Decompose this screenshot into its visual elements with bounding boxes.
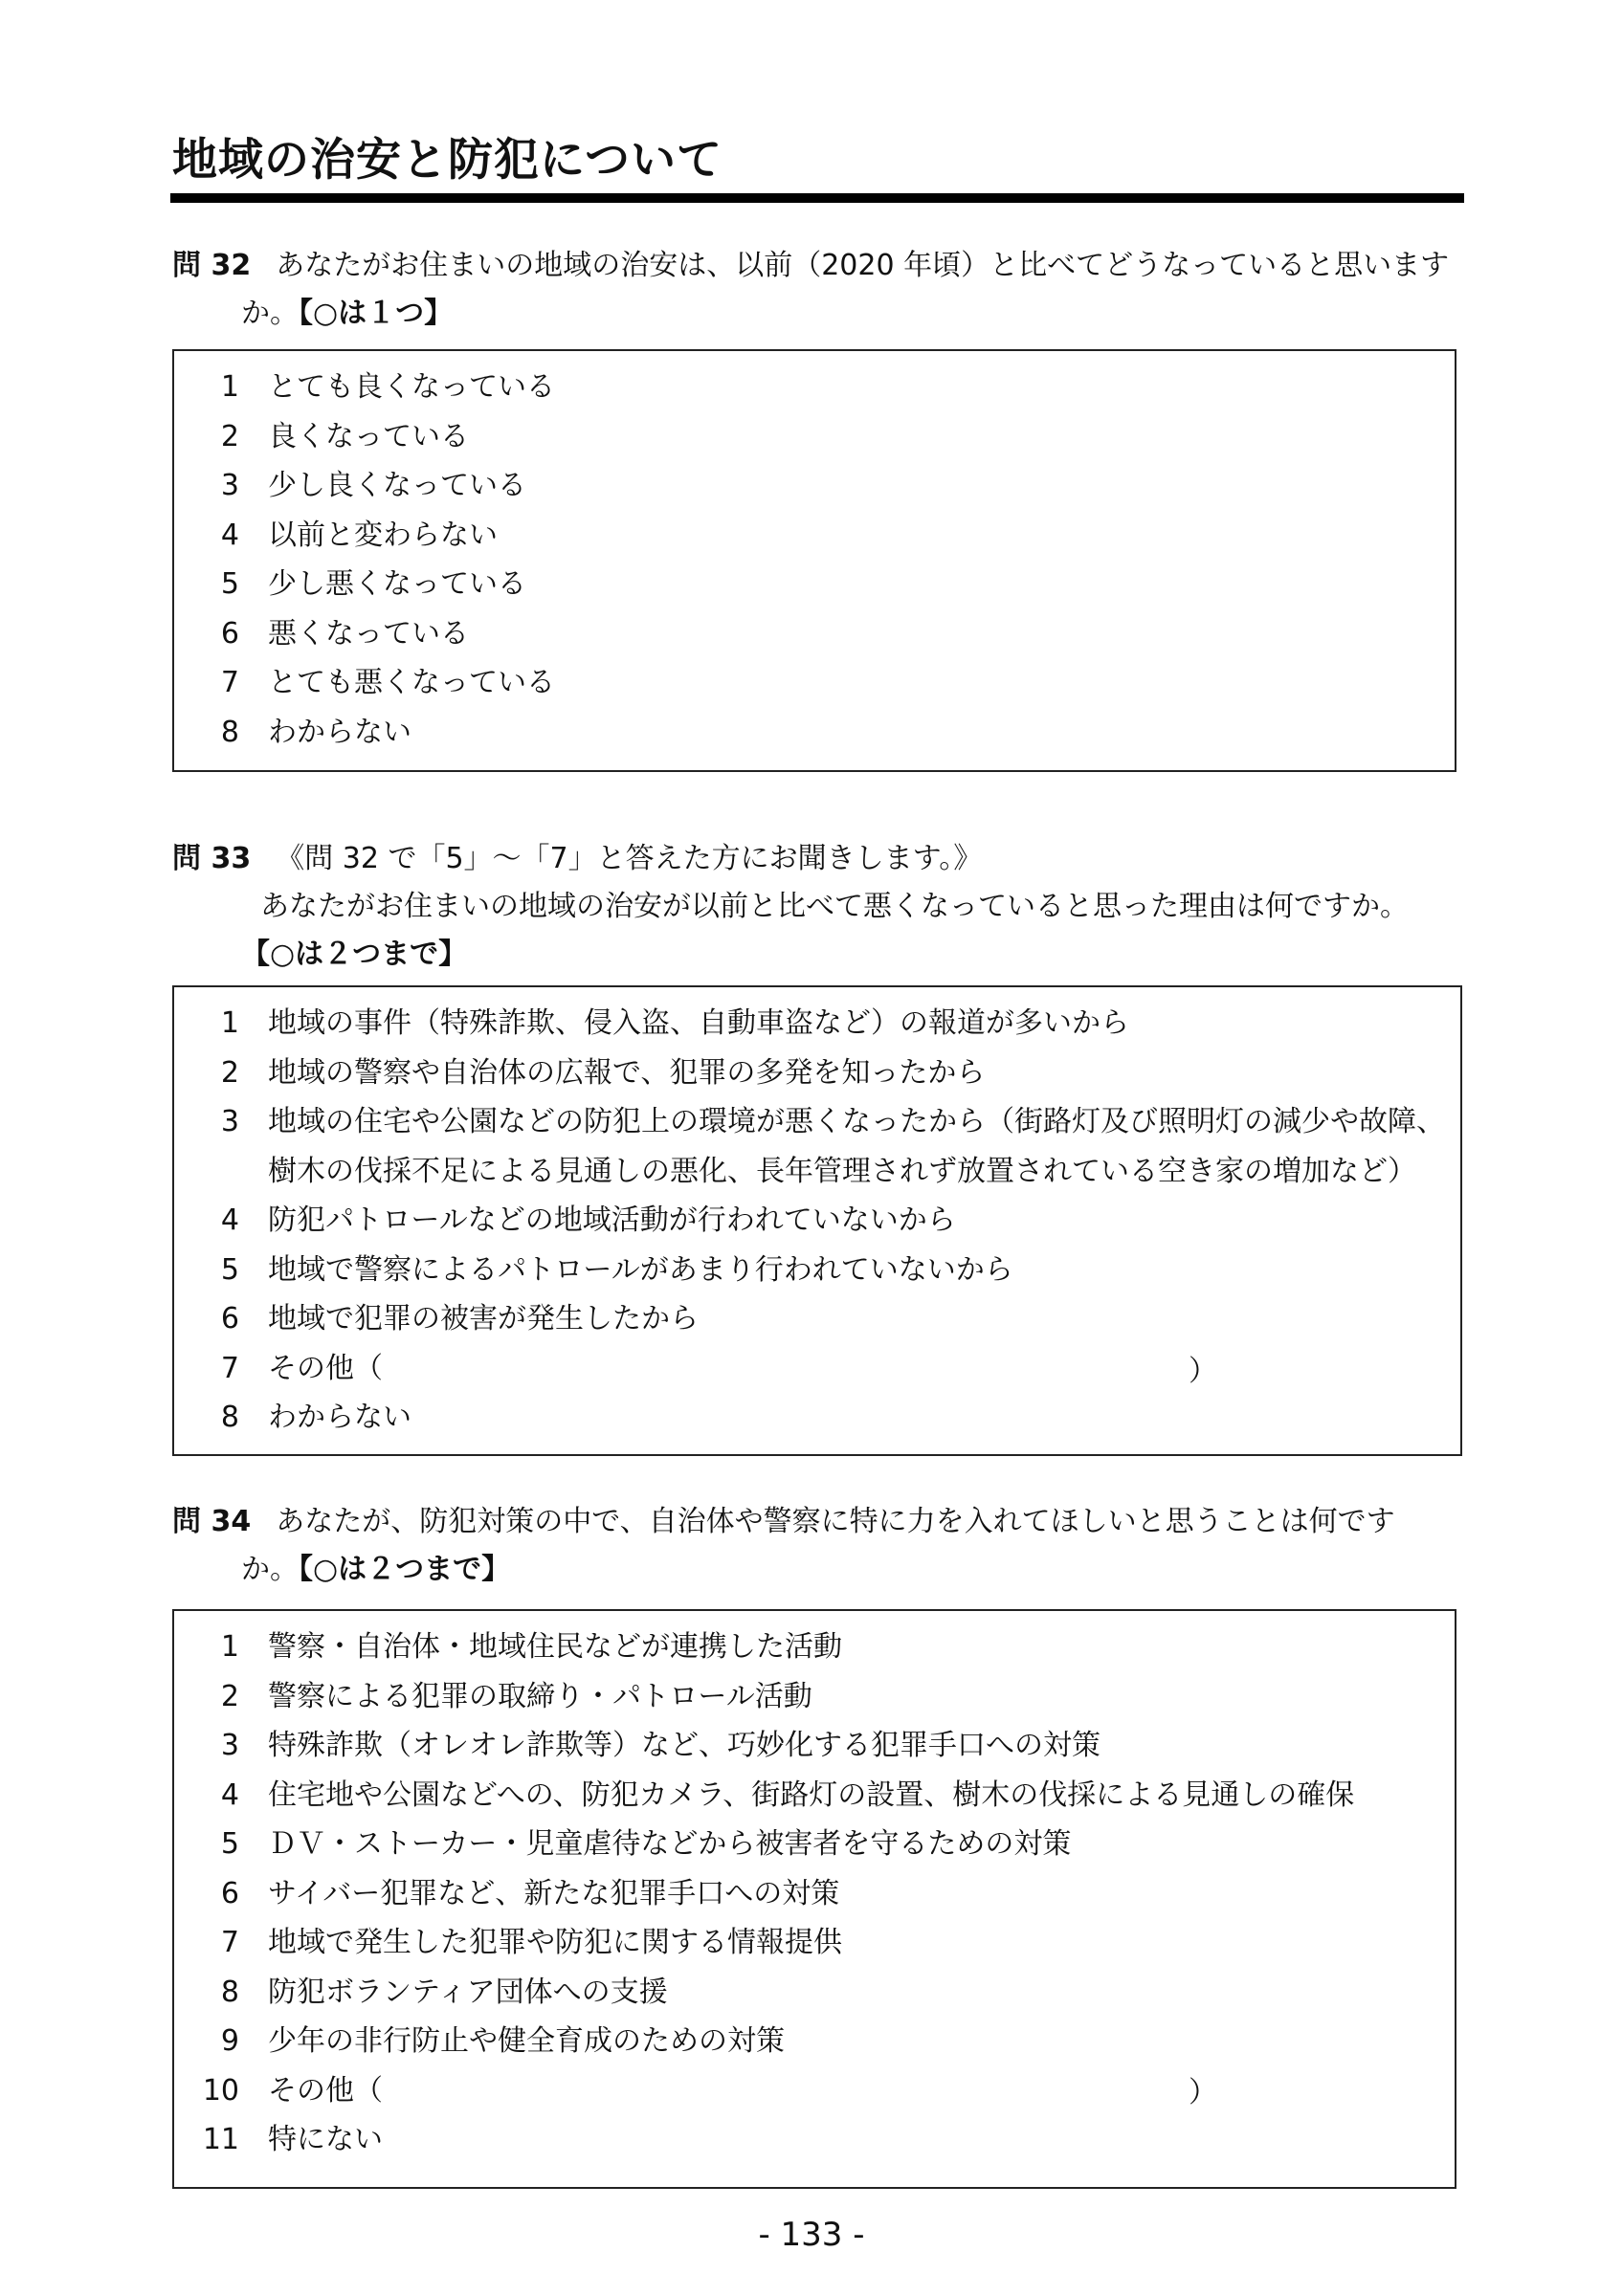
option-number: 3 xyxy=(220,469,239,502)
option-label: 地域の事件（特殊詐欺、侵入盗、自動車盗など）の報道が多いから xyxy=(268,1006,1129,1040)
option-item xyxy=(268,1153,1416,1191)
option-number: 5 xyxy=(220,567,239,601)
answer-instruction: 【○は１つ】 xyxy=(299,297,454,330)
section-title: 地域の治安と防犯について xyxy=(172,134,723,187)
option-item xyxy=(172,1350,383,1388)
option-label: 地域で犯罪の被害が発生したから xyxy=(268,1302,699,1336)
option-label: 防犯ボランティア団体への支援 xyxy=(268,1975,668,2009)
options-box-q32 xyxy=(172,349,1456,772)
option-item xyxy=(172,1004,1129,1043)
option-label: 防犯パトロールなどの地域活動が行われていないから xyxy=(268,1203,956,1237)
option-item xyxy=(172,1251,1013,1290)
option-label: 少し良くなっている xyxy=(268,469,526,502)
question-32 xyxy=(172,242,1474,338)
option-item xyxy=(172,1054,985,1093)
page-number: - 133 - xyxy=(758,2216,865,2254)
close-paren: ） xyxy=(1189,1355,1217,1388)
question-text-line2: か。 xyxy=(241,1553,299,1586)
option-label: わからない xyxy=(268,715,411,749)
option-number: 1 xyxy=(220,1006,239,1040)
option-number: 1 xyxy=(220,1630,239,1664)
option-item xyxy=(172,1300,699,1338)
option-label: 少し悪くなっている xyxy=(268,567,526,601)
option-number: 11 xyxy=(202,2123,239,2156)
option-item xyxy=(172,1628,842,1667)
option-label: 悪くなっている xyxy=(268,616,469,651)
question-text: あなたがお住まいの地域の治安が以前と比べて悪くなっていると思った理由は何ですか。 xyxy=(260,890,1409,923)
option-number: 5 xyxy=(220,1252,239,1287)
option-number: 8 xyxy=(220,715,239,749)
option-number: 6 xyxy=(220,616,239,651)
answer-instruction: 【○は２つまで】 xyxy=(299,1553,511,1586)
option-item xyxy=(172,2121,383,2159)
option-label: 住宅地や公園などへの、防犯カメラ、街路灯の設置、樹木の伐採による見通しの確保 xyxy=(268,1777,1355,1812)
title-rule xyxy=(170,193,1464,203)
option-label: 少年の非行防止や健全育成のための対策 xyxy=(268,2024,785,2058)
option-label: ＤＶ・ストーカー・児童虐待などから被害者を守るための対策 xyxy=(268,1827,1072,1861)
option-item xyxy=(172,517,498,555)
option-number: 5 xyxy=(220,1827,239,1861)
option-number: 4 xyxy=(220,518,239,552)
option-number: 9 xyxy=(220,2024,239,2058)
question-text-continued xyxy=(172,1546,1474,1594)
option-item xyxy=(172,1924,842,1962)
option-label: 特殊詐欺（オレオレ詐欺等）など、巧妙化する犯罪手口への対策 xyxy=(268,1729,1101,1762)
question-text: あなたが、防犯対策の中で、自治体や警察に特に力を入れてほしいと思うことは何です xyxy=(276,1505,1395,1538)
option-number: 8 xyxy=(220,1975,239,2009)
option-number: 2 xyxy=(220,419,239,453)
option-number: 7 xyxy=(220,1926,239,1959)
option-label: 以前と変わらない xyxy=(268,518,498,552)
option-item xyxy=(172,368,555,407)
question-text-continued xyxy=(172,290,1474,338)
option-label: わからない xyxy=(268,1401,411,1434)
option-label: 警察による犯罪の取締り・パトロール活動 xyxy=(268,1679,812,1713)
option-label: 良くなっている xyxy=(268,419,469,453)
question-number: 問 33 xyxy=(172,842,252,875)
answer-instruction: 【○は２つまで】 xyxy=(241,938,468,971)
option-item xyxy=(172,615,469,653)
option-label: その他（ xyxy=(268,1351,383,1385)
option-item xyxy=(172,1727,1101,1765)
option-label: 地域で警察によるパトロールがあまり行われていないから xyxy=(268,1252,1013,1287)
option-item xyxy=(172,1974,668,2012)
option-label: その他（ xyxy=(268,2073,383,2108)
option-item xyxy=(172,1202,956,1240)
question-text: あなたがお住まいの地域の治安は、以前（2020 年頃）と比べてどうなっていると思います xyxy=(276,249,1450,282)
option-item xyxy=(172,714,411,752)
option-number: 7 xyxy=(220,666,239,699)
option-item xyxy=(172,1825,1071,1864)
option-label: 地域の住宅や公園などの防犯上の環境が悪くなったから（街路灯及び照明灯の減少や故障、 xyxy=(268,1105,1445,1138)
option-item xyxy=(172,1678,812,1716)
option-label: 地域で発生した犯罪や防犯に関する情報提供 xyxy=(268,1926,842,1959)
option-item xyxy=(172,2072,383,2110)
question-34 xyxy=(172,1498,1474,1594)
question-number: 問 32 xyxy=(172,249,252,282)
close-paren: ） xyxy=(1189,2076,1217,2109)
option-item xyxy=(172,467,526,505)
option-label: 地域の警察や自治体の広報で、犯罪の多発を知ったから xyxy=(268,1055,986,1090)
question-condition: 《問 32 で「5」～「7」と答えた方にお聞きします。》 xyxy=(276,842,983,875)
option-number: 4 xyxy=(220,1777,239,1812)
question-number: 問 34 xyxy=(172,1505,252,1538)
option-number: 3 xyxy=(220,1105,239,1138)
option-number: 6 xyxy=(220,1302,239,1336)
option-label: とても良くなっている xyxy=(268,370,555,404)
option-item xyxy=(172,1777,1354,1815)
question-33 xyxy=(172,835,1474,979)
option-number: 10 xyxy=(202,2073,239,2108)
option-item xyxy=(172,565,526,604)
option-label: 樹木の伐採不足による見通しの悪化、長年管理されず放置されている空き家の増加など） xyxy=(268,1154,1416,1188)
option-item xyxy=(172,418,469,456)
option-number: 2 xyxy=(220,1055,239,1090)
option-item xyxy=(172,664,555,702)
option-label: サイバー犯罪など、新たな犯罪手口への対策 xyxy=(268,1876,840,1910)
option-label: とても悪くなっている xyxy=(268,666,555,699)
option-number: 6 xyxy=(220,1876,239,1910)
option-number: 7 xyxy=(220,1351,239,1385)
option-item xyxy=(172,2022,785,2061)
option-number: 4 xyxy=(220,1203,239,1237)
option-number: 1 xyxy=(220,370,239,404)
option-number: 8 xyxy=(220,1401,239,1434)
option-item xyxy=(172,1399,411,1437)
question-text-line2: か。 xyxy=(241,297,299,330)
option-item xyxy=(172,1103,1445,1141)
option-label: 特にない xyxy=(268,2123,383,2156)
option-label: 警察・自治体・地域住民などが連携した活動 xyxy=(268,1630,842,1664)
option-item xyxy=(172,1875,839,1913)
option-number: 2 xyxy=(220,1679,239,1713)
option-number: 3 xyxy=(220,1729,239,1762)
